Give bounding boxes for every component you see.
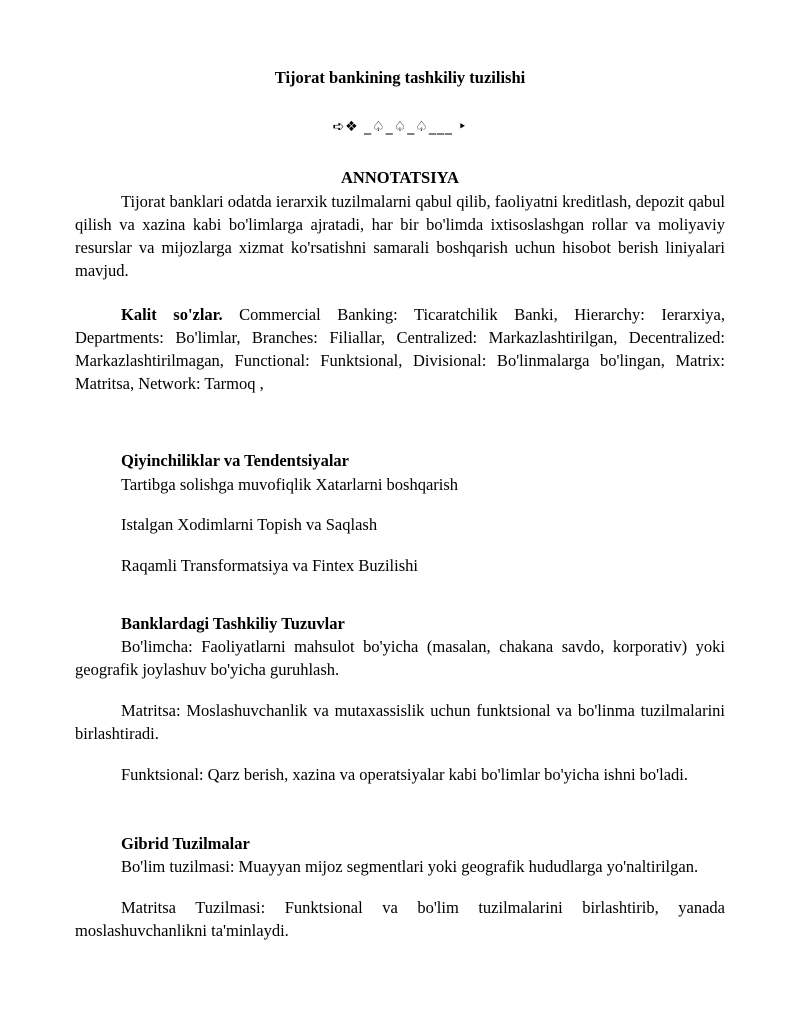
challenge-item: Tartibga solishga muvofiqlik Xatarlarni boshqarish [121,475,459,494]
hybrid-item: Bo'lim tuzilmasi: Muayyan mijoz segmentlari yoki geografik hududlarga yo'naltirilgan. [121,857,699,876]
structure-item: Bo'limcha: Faoliyatlarni mahsulot bo'yicha (masalan, chakana savdo, korporativ) yoki geografik joylashuv bo'yicha guruhlash. [75,637,725,679]
challenges-heading: Qiyinchiliklar va Tendentsiyalar [121,451,349,470]
hybrid-section [75,832,725,942]
challenge-item: Istalgan Xodimlarni Topish va Saqlash [121,515,378,534]
annotation-text: Tijorat banklari odatda ierarxik tuzilmalarni qabul qilib, faoliyatni kreditlash, depozit qabul qilish va xazina kabi bo'limlarga ajratadi, har bir bo'limda ixtisoslashgan rollar va moliyaviy resurslar va mijozlarga xizmat ko'rsatishni samarali boshqarish uchun hisobot berish liniyalari mavjud. [75,192,725,280]
hybrid-heading: Gibrid Tuzilmalar [121,834,250,853]
annotation-heading: ANNOTATSIYA [341,168,459,187]
annotation-section [75,190,725,282]
hybrid-item: Matritsa Tuzilmasi: Funktsional va bo'lim tuzilmalarini birlashtirib, yanada moslashuvchanlikni ta'minlaydi. [75,898,725,940]
structures-section [75,612,725,786]
document-title: Tijorat bankining tashkiliy tuzilishi [274,68,526,87]
challenges-section [75,449,725,577]
keywords-section [75,303,725,395]
keywords-label: Kalit so'zlar. [121,305,223,324]
keywords-paragraph [75,303,725,395]
structure-item: Funktsional: Qarz berish, xazina va operatsiyalar kabi bo'limlar bo'yicha ishni bo'ladi. [121,765,689,784]
keywords-text: Commercial Banking: Ticaratchilik Banki, Hierarchy: Ierarxiya, Departments: Bo'limlar, Branches: Filiallar, Centralized: Markazlashtirilgan, Decentralized: Markazlashtirilmagan, Functional: Funktsional, Divisional: Bo'linmalarga bo'lingan, Matrix: Matritsa, Network: Tarmoq , [75,305,725,393]
structure-item: Matritsa: Moslashuvchanlik va mutaxassislik uchun funktsional va bo'linma tuzilmalarini birlashtiradi. [75,701,725,743]
structures-heading: Banklardagi Tashkiliy Tuzuvlar [121,614,345,633]
decorative-ornament: ➪❖ _♤_♤_♤___ ‣ [332,119,468,135]
challenge-item: Raqamli Transformatsiya va Fintex Buzilishi [121,556,418,575]
